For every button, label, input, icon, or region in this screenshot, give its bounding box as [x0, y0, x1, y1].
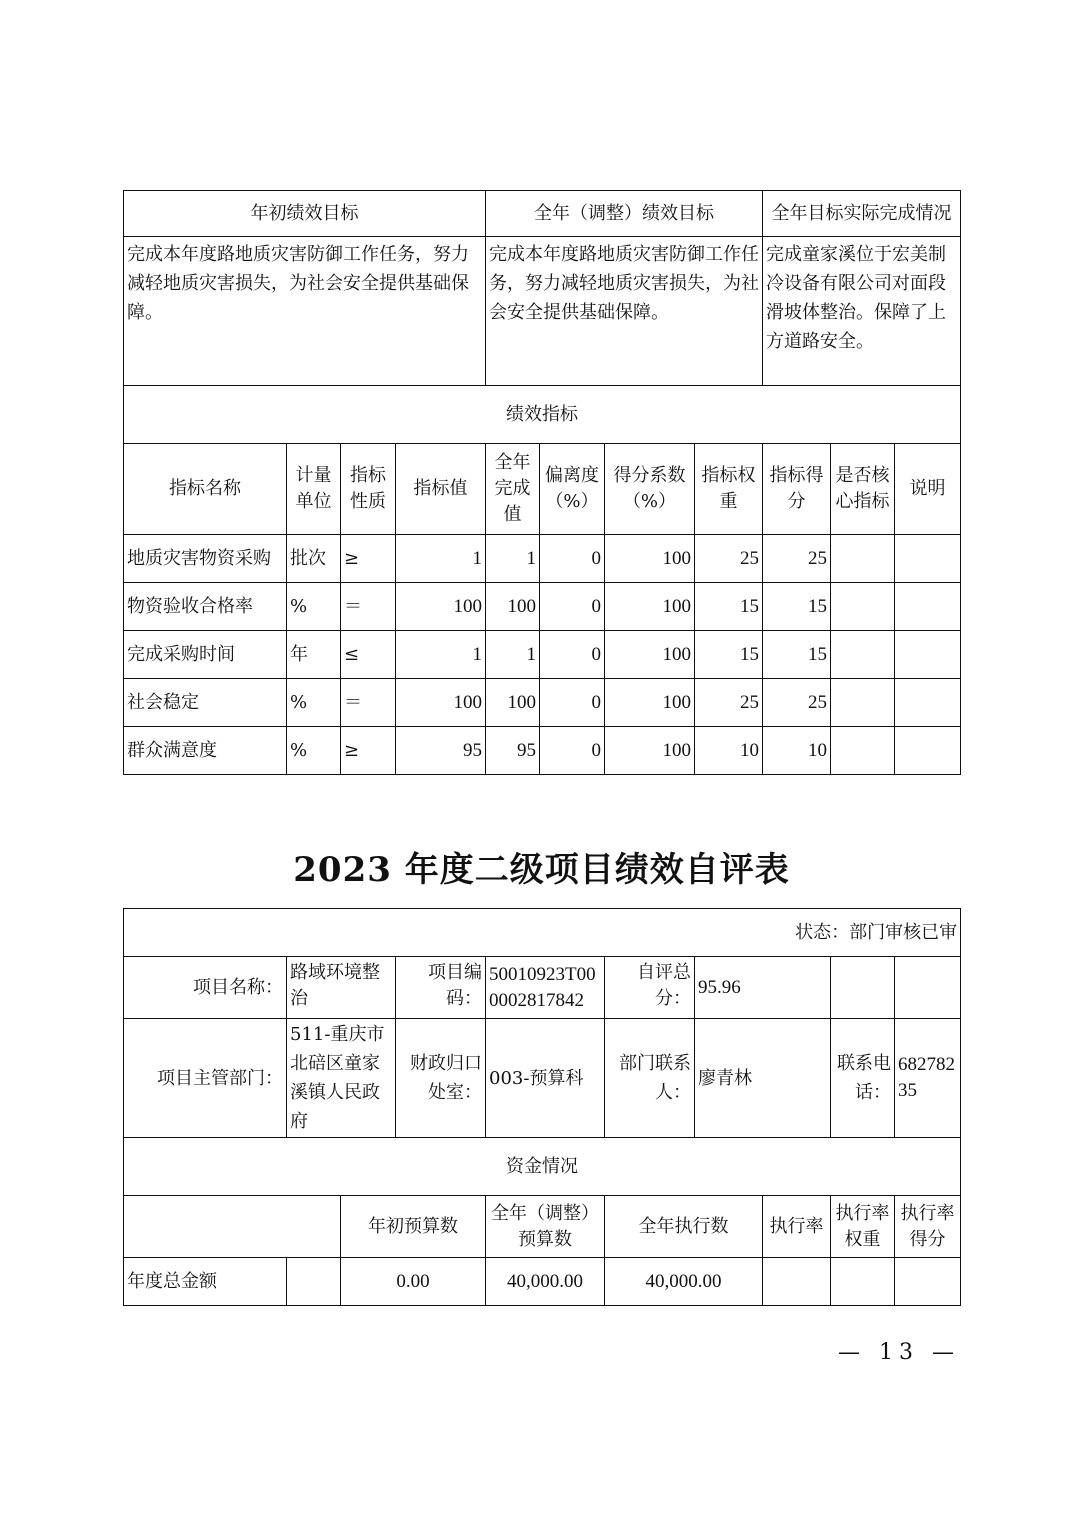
indicator-coefficient: 100 — [605, 679, 695, 727]
funds-title-row — [124, 1138, 961, 1196]
indicator-score: 25 — [763, 679, 831, 727]
funds-rate-score — [895, 1258, 961, 1306]
indicator-header-coefficient: 得分系数（%） — [605, 444, 695, 535]
goal-header-row — [124, 191, 961, 237]
indicator-completed: 95 — [486, 727, 540, 775]
self-score-label: 自评总分： — [605, 957, 695, 1019]
indicator-completed: 1 — [486, 535, 540, 583]
contact-value: 廖青林 — [695, 1019, 831, 1138]
empty-cell — [287, 1258, 341, 1306]
indicator-header-score: 指标得分 — [763, 444, 831, 535]
indicators-section-title: 绩效指标 — [124, 386, 961, 444]
indicator-note — [895, 535, 961, 583]
funds-rate-weight — [831, 1258, 895, 1306]
funds-row-label: 年度总金额 — [124, 1258, 287, 1306]
indicator-nature: ≥ — [341, 535, 396, 583]
indicator-nature: ≥ — [341, 727, 396, 775]
indicator-deviation: 0 — [540, 631, 605, 679]
page-title: 2023 年度二级项目绩效自评表 — [293, 850, 790, 890]
indicator-score: 15 — [763, 583, 831, 631]
indicator-name: 地质灾害物资采购 — [124, 535, 287, 583]
performance-goals-table — [123, 190, 961, 775]
funds-header-initial: 年初预算数 — [341, 1196, 486, 1258]
empty-cell — [831, 957, 895, 1019]
indicator-core — [831, 583, 895, 631]
indicator-note — [895, 727, 961, 775]
indicator-weight: 10 — [695, 727, 763, 775]
goal-header-adjusted: 全年（调整）绩效目标 — [486, 191, 763, 237]
indicator-header-unit: 计量单位 — [287, 444, 341, 535]
indicator-value: 100 — [396, 679, 486, 727]
indicator-core — [831, 535, 895, 583]
indicator-note — [895, 583, 961, 631]
indicator-deviation: 0 — [540, 679, 605, 727]
dept-label: 项目主管部门： — [124, 1019, 287, 1138]
goal-text-initial: 完成本年度路地质灾害防御工作任务，努力减轻地质灾害损失，为社会安全提供基础保障。 — [124, 237, 486, 386]
department-row — [124, 1019, 961, 1138]
indicator-completed: 1 — [486, 631, 540, 679]
indicator-unit: 批次 — [287, 535, 341, 583]
indicator-completed: 100 — [486, 583, 540, 631]
indicator-score: 15 — [763, 631, 831, 679]
indicator-coefficient: 100 — [605, 583, 695, 631]
indicator-name: 群众满意度 — [124, 727, 287, 775]
project-name-value: 路域环境整治 — [287, 957, 396, 1019]
section-title-row — [124, 386, 961, 444]
status-badge: 状态：部门审核已审 — [124, 909, 961, 957]
project-code-value: 50010923T000002817842 — [486, 957, 605, 1019]
indicator-core — [831, 679, 895, 727]
indicator-value: 100 — [396, 583, 486, 631]
funds-header-rate-weight: 执行率权重 — [831, 1196, 895, 1258]
funds-header-blank — [124, 1196, 341, 1258]
goal-header-initial: 年初绩效目标 — [124, 191, 486, 237]
indicator-unit: 年 — [287, 631, 341, 679]
indicator-note — [895, 679, 961, 727]
goal-text-actual: 完成童家溪位于宏美制冷设备有限公司对面段滑坡体整治。保障了上方道路安全。 — [763, 237, 961, 386]
indicator-deviation: 0 — [540, 727, 605, 775]
funds-adjusted-budget: 40,000.00 — [486, 1258, 605, 1306]
indicator-unit: % — [287, 679, 341, 727]
table-row — [124, 535, 961, 583]
indicator-name: 完成采购时间 — [124, 631, 287, 679]
empty-cell — [895, 957, 961, 1019]
indicator-deviation: 0 — [540, 583, 605, 631]
indicator-header-weight: 指标权重 — [695, 444, 763, 535]
indicator-header-completed: 全年完成值 — [486, 444, 540, 535]
indicator-header-row — [124, 444, 961, 535]
indicator-header-value: 指标值 — [396, 444, 486, 535]
indicator-nature: ≤ — [341, 631, 396, 679]
indicator-coefficient: 100 — [605, 631, 695, 679]
funds-initial-budget: 0.00 — [341, 1258, 486, 1306]
dept-value: 511-重庆市北碚区童家溪镇人民政府 — [287, 1019, 396, 1138]
indicator-value: 1 — [396, 535, 486, 583]
indicator-unit: % — [287, 727, 341, 775]
funds-header-adjusted: 全年（调整）预算数 — [486, 1196, 605, 1258]
indicator-score: 25 — [763, 535, 831, 583]
indicator-coefficient: 100 — [605, 535, 695, 583]
indicator-header-core: 是否核心指标 — [831, 444, 895, 535]
funds-header-row — [124, 1196, 961, 1258]
indicator-note — [895, 631, 961, 679]
indicator-header-nature: 指标性质 — [341, 444, 396, 535]
indicator-weight: 25 — [695, 535, 763, 583]
indicator-core — [831, 727, 895, 775]
funds-rate — [763, 1258, 831, 1306]
indicator-value: 95 — [396, 727, 486, 775]
phone-value: 68278235 — [895, 1019, 961, 1138]
indicator-name: 社会稳定 — [124, 679, 287, 727]
goal-text-row — [124, 237, 961, 386]
funds-executed: 40,000.00 — [605, 1258, 763, 1306]
indicator-unit: % — [287, 583, 341, 631]
project-name-label: 项目名称： — [124, 957, 287, 1019]
indicator-deviation: 0 — [540, 535, 605, 583]
project-code-label: 项目编码： — [396, 957, 486, 1019]
contact-label: 部门联系人： — [605, 1019, 695, 1138]
indicator-header-deviation: 偏离度（%） — [540, 444, 605, 535]
funds-header-executed: 全年执行数 — [605, 1196, 763, 1258]
table-row — [124, 583, 961, 631]
indicator-weight: 25 — [695, 679, 763, 727]
indicator-header-name: 指标名称 — [124, 444, 287, 535]
funds-section-title: 资金情况 — [124, 1138, 961, 1196]
funds-header-rate: 执行率 — [763, 1196, 831, 1258]
indicator-weight: 15 — [695, 583, 763, 631]
indicator-name: 物资验收合格率 — [124, 583, 287, 631]
indicator-core — [831, 631, 895, 679]
indicator-value: 1 — [396, 631, 486, 679]
finance-value: 003-预算科 — [486, 1019, 605, 1138]
table-row — [124, 631, 961, 679]
status-row — [124, 909, 961, 957]
indicator-score: 10 — [763, 727, 831, 775]
indicator-header-note: 说明 — [895, 444, 961, 535]
indicator-nature: ＝ — [341, 679, 396, 727]
page-number: — 13 — — [838, 1340, 960, 1365]
indicator-coefficient: 100 — [605, 727, 695, 775]
finance-label: 财政归口处室： — [396, 1019, 486, 1138]
table-row — [124, 679, 961, 727]
project-self-evaluation-table — [123, 908, 961, 1306]
goal-header-actual: 全年目标实际完成情况 — [763, 191, 961, 237]
project-info-row — [124, 957, 961, 1019]
funds-header-rate-score: 执行率得分 — [895, 1196, 961, 1258]
table-row — [124, 727, 961, 775]
indicator-nature: ＝ — [341, 583, 396, 631]
self-score-value: 95.96 — [695, 957, 831, 1019]
indicator-weight: 15 — [695, 631, 763, 679]
goal-text-adjusted: 完成本年度路地质灾害防御工作任务，努力减轻地质灾害损失，为社会安全提供基础保障。 — [486, 237, 763, 386]
indicator-completed: 100 — [486, 679, 540, 727]
table-row — [124, 1258, 961, 1306]
phone-label: 联系电话： — [831, 1019, 895, 1138]
